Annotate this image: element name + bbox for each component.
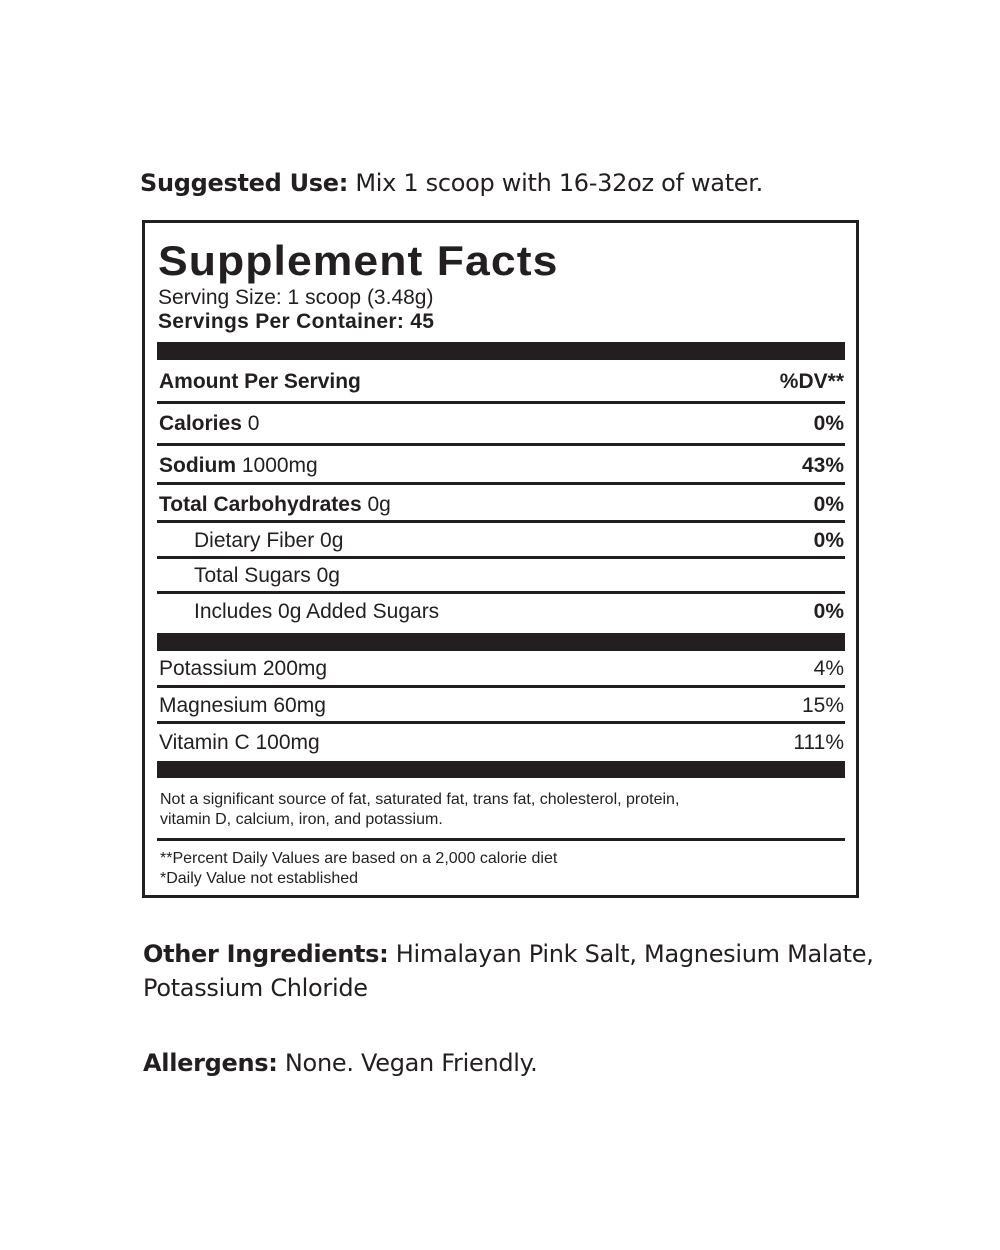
nutrient-name: Total Sugars 0g (194, 564, 340, 587)
servings-per-container: Servings Per Container: 45 (158, 310, 435, 333)
thick-divider (157, 342, 845, 360)
not-significant-note: Not a significant source of fat, saturated fat, trans fat, cholesterol, protein, (160, 791, 680, 808)
nutrient-row-potassium (157, 651, 845, 687)
nutrient-amount: 0 (241, 412, 260, 435)
nutrient-name: Dietary Fiber 0g (194, 529, 344, 552)
nutrient-row-calories (157, 406, 845, 442)
nutrient-dv: 4% (813, 657, 844, 680)
nutrient-dv: 43% (801, 454, 844, 477)
thick-divider (157, 633, 845, 651)
allergens-text: None. Vegan Friendly. (277, 1049, 538, 1077)
nutrient-dv: 0% (813, 529, 844, 552)
nutrient-dv: 0% (813, 412, 844, 435)
nutrient-name: Potassium 200mg (159, 657, 328, 680)
nutrient-name: Vitamin C 100mg (159, 731, 320, 754)
divider (157, 401, 845, 404)
dv-footnote: **Percent Daily Values are based on a 2,000 calorie diet (160, 850, 558, 867)
nutrient-row-sodium (157, 448, 845, 484)
amount-header: Amount Per Serving (159, 370, 361, 393)
nutrient-name: Sodium (159, 454, 236, 477)
nutrient-name: Total Carbohydrates (159, 493, 362, 516)
nutrient-row-total-sugars (157, 558, 845, 594)
nutrient-row-vitamin-c (157, 725, 845, 761)
divider (157, 482, 845, 485)
nutrient-amount: 1000mg (236, 454, 318, 477)
panel-title: Supplement Facts (158, 237, 559, 284)
suggested-use-label: Suggested Use: (140, 169, 349, 197)
nutrient-name: Magnesium 60mg (159, 694, 326, 717)
nutrient-name: Calories (159, 412, 242, 435)
allergens (143, 1046, 537, 1080)
nutrient-dv: 111% (793, 731, 844, 754)
nutrient-row-magnesium (157, 688, 845, 724)
other-ingredients-label: Other Ingredients: (143, 940, 389, 968)
dv-not-established-footnote: *Daily Value not established (160, 870, 359, 887)
divider (157, 721, 845, 724)
nutrient-row-fiber (157, 523, 845, 559)
supplement-facts-panel (142, 220, 859, 898)
nutrient-dv: 15% (801, 694, 844, 717)
allergens-label: Allergens: (143, 1049, 278, 1077)
nutrient-row-added-sugars (157, 594, 845, 630)
dv-header: %DV** (779, 370, 844, 393)
serving-size: Serving Size: 1 scoop (3.48g) (158, 286, 434, 309)
suggested-use (140, 166, 763, 200)
amount-header-row (157, 364, 845, 400)
nutrient-name: Includes 0g Added Sugars (194, 600, 440, 623)
not-significant-note-cont: vitamin D, calcium, iron, and potassium. (160, 811, 443, 828)
nutrient-amount: 0g (361, 493, 391, 516)
suggested-use-text: Mix 1 scoop with 16-32oz of water. (348, 169, 763, 197)
nutrient-dv: 0% (813, 600, 844, 623)
divider (157, 443, 845, 446)
other-ingredients (143, 937, 883, 1005)
other-ingredients-text: Himalayan Pink Salt, Magnesium Malate, Potassium Chloride (143, 940, 874, 1002)
nutrient-row-carbohydrates (157, 487, 845, 523)
divider (157, 838, 845, 841)
nutrient-dv: 0% (813, 493, 844, 516)
thick-divider (157, 761, 845, 778)
